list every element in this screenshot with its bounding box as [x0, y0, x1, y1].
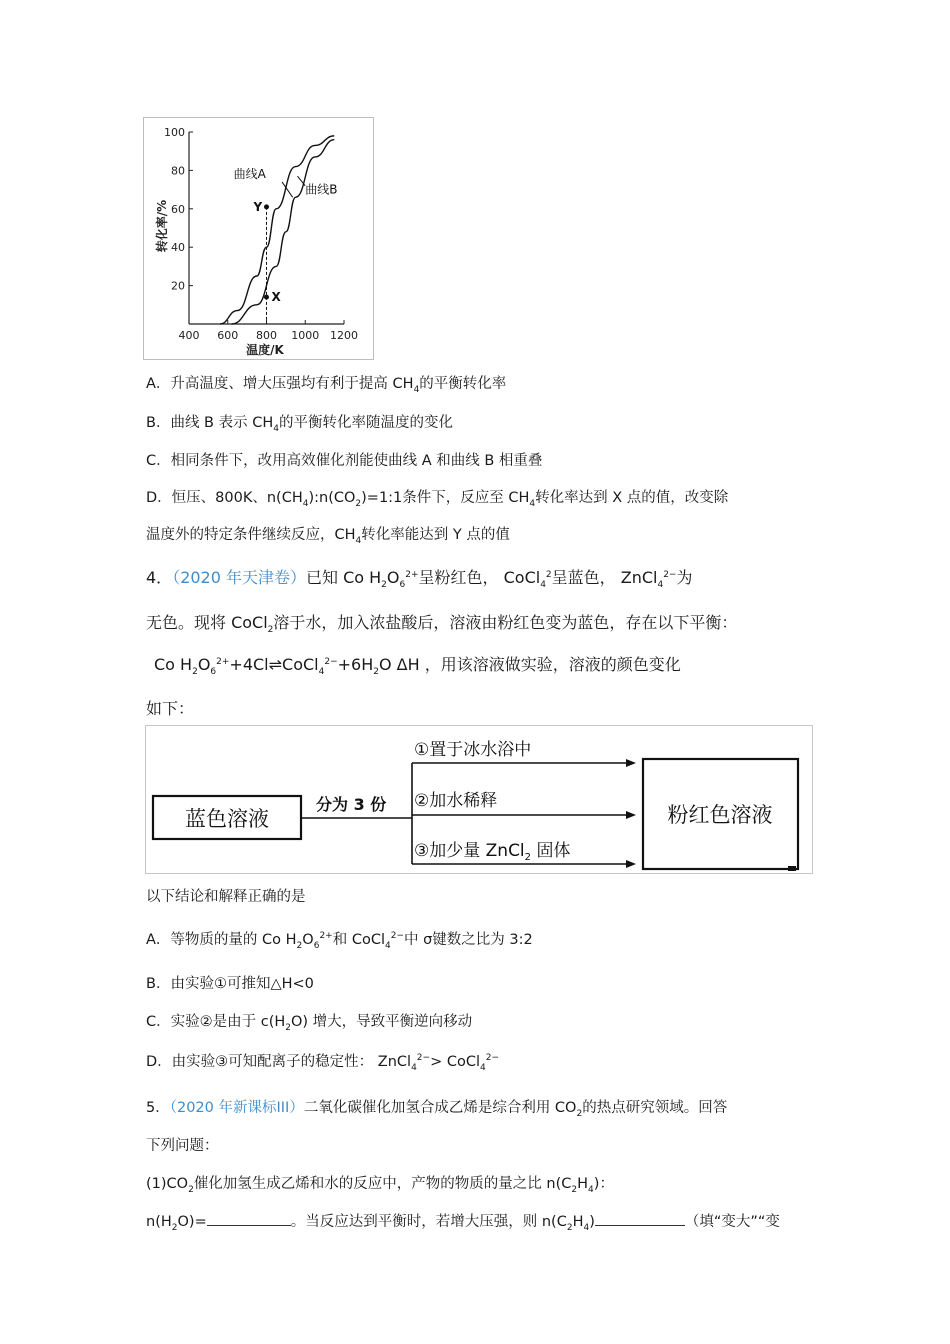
x-tick-label: 400 [178, 329, 200, 342]
q4-prompt-text: 以下结论和解释正确的是 [146, 889, 306, 905]
q3-d-text2: ):n(CO [308, 490, 356, 506]
q4-l4: 如下： [146, 699, 195, 718]
q4-l3-t2: O [197, 655, 211, 674]
q4-a-s3: 4 [384, 940, 391, 951]
q3-d2-text1: 温度外的特定条件继续反应，CH [146, 527, 356, 543]
x-tick-label: 1200 [330, 329, 358, 342]
q3-d2-sub: 4 [355, 535, 362, 546]
q4-a-s2: 6 [313, 940, 320, 951]
q4-l1-t3: 呈粉红色， CoCl [418, 568, 541, 587]
q3-a-text2: 的平衡转化率 [419, 376, 507, 392]
conversion-chart [143, 117, 374, 360]
q5-line2 [146, 1134, 219, 1155]
q4-l1-sup3: 2− [663, 569, 677, 580]
q4-a-t3: 和 CoCl [332, 932, 385, 948]
q5-l4-s2: 2 [566, 1222, 573, 1233]
q3-c-text: C．相同条件下，改用高效催化剂能使曲线 A 和曲线 B 相重叠 [146, 453, 543, 469]
q4-a-sup2: 2− [390, 931, 404, 942]
q3-a-text1: A．升高温度、增大压强均有利于提高 CH [146, 376, 414, 392]
q3-d-sub1: 4 [302, 498, 309, 509]
y-tick-label: 20 [171, 279, 185, 293]
q5-l3-t1: (1)CO [146, 1176, 189, 1192]
arrow-2-head-icon [626, 811, 636, 819]
step-3-sub: 2 [524, 852, 532, 863]
q3-option-b [146, 411, 453, 434]
q5-l4-t6: （填“变大”“变 [684, 1214, 780, 1230]
q4-l1-t1: 已知 Co H [306, 568, 382, 587]
arrow-1-head-icon [626, 759, 636, 767]
q5-l3-s2: 2 [571, 1184, 578, 1195]
q4-c-t1: C．实验②是由于 c(H [146, 1014, 286, 1030]
q4-l3-s3: 4 [318, 667, 325, 678]
q4-d-sup1: 2− [416, 1053, 431, 1064]
step-3-text2: 固体 [531, 841, 571, 861]
q4-line2 [146, 610, 737, 635]
q5-line4 [146, 1210, 780, 1233]
q5-source: （2020 年新课标III） [169, 1100, 304, 1116]
q3-option-c [146, 449, 542, 470]
y-tick-label: 80 [171, 164, 185, 178]
q5-number: 5． [146, 1100, 170, 1116]
q4-d-s2: 4 [480, 1062, 486, 1073]
q4-l3-s1: 2 [192, 667, 198, 678]
q3-d-text4: 转化率达到 X 点的值，改变除 [535, 490, 729, 506]
q3-option-a [146, 372, 506, 395]
q4-option-b [146, 972, 314, 993]
point-y [264, 204, 269, 209]
q4-l1-t2: O [386, 568, 400, 587]
q4-l1-s3: 4 [540, 580, 546, 591]
q5-l4-t3: 。当反应达到平衡时，若增大压强，则 n(C [290, 1214, 567, 1230]
q4-c-t2: O) 增大，导致平衡逆向移动 [291, 1014, 473, 1030]
q4-a-t4: 中 σ键数之比为 3:2 [404, 932, 533, 948]
q3-d-text1: D．恒压、800K、n(CH [146, 490, 303, 506]
q4-a-s1: 2 [296, 940, 303, 951]
q4-a-t1: A．等物质的量的 Co H [146, 932, 297, 948]
q4-l1-t5: 为 [676, 568, 693, 587]
flow-svg [146, 726, 812, 873]
q4-l3-sup2: 2− [324, 656, 338, 667]
q5-l4-s3: 4 [583, 1222, 590, 1233]
q4-l2-s1: 2 [267, 625, 274, 636]
y-tick-label: 60 [171, 202, 185, 216]
q4-l1-sup1: 2+ [405, 569, 419, 580]
q5-l3-s1: 2 [188, 1184, 194, 1195]
q5-line1 [146, 1096, 727, 1119]
q4-l2-t1: 无色。现将 CoCl [146, 613, 268, 632]
split-label: 分为 3 份 [316, 795, 387, 814]
chart-svg [144, 118, 373, 359]
q4-l3-t5: +6H [337, 655, 374, 674]
q4-l1-t4: 呈蓝色， ZnCl [551, 568, 658, 587]
q4-d-t1: D．由实验③可知配离子的稳定性： ZnCl [146, 1054, 412, 1070]
q4-line1 [146, 565, 693, 590]
q3-a-sub: 4 [413, 384, 420, 395]
y-tick-label: 100 [164, 126, 185, 139]
x-tick-label: 600 [217, 329, 239, 342]
q3-b-text2: 的平衡转化率随温度的变化 [278, 415, 453, 431]
q4-option-a [146, 928, 533, 951]
q4-l3-s2: 6 [210, 667, 217, 678]
q3-b-text1: B．曲线 B 表示 CH [146, 415, 274, 431]
q4-a-t2: O [302, 932, 314, 948]
q4-equilibrium-line [154, 652, 681, 677]
q5-l4-t5: ) [589, 1214, 595, 1230]
q5-l1-s1: 2 [576, 1108, 583, 1119]
q4-l1-s1: 2 [381, 580, 387, 591]
step-2-label: ②加水稀释 [414, 791, 498, 811]
q5-l4-t1: n(H [146, 1214, 172, 1230]
arrow-3-head-icon [626, 860, 636, 868]
equilibrium-arrow-icon: ⇌ [268, 655, 283, 674]
x-tick-label: 1000 [291, 329, 320, 342]
q5-l3-t3: H [577, 1176, 589, 1192]
experiment-flow-diagram [145, 725, 813, 874]
point-x-label: X [271, 290, 281, 305]
point-y-label: Y [253, 199, 263, 214]
q4-l2-t2: 溶于水，加入浓盐酸后，溶液由粉红色变为蓝色，存在以下平衡： [273, 613, 738, 632]
q4-d-s1: 4 [411, 1062, 417, 1073]
q5-l3-t4: )： [593, 1176, 614, 1192]
q5-l4-t2: O)= [177, 1214, 207, 1230]
q3-b-sub: 4 [273, 423, 279, 434]
point-x [264, 295, 269, 300]
q4-option-d [146, 1050, 499, 1073]
q3-d-sub2: 2 [355, 498, 362, 509]
curve-b-label: 曲线B [305, 182, 338, 197]
x-axis-label: 温度/K [246, 343, 284, 357]
q5-l3-s3: 4 [588, 1184, 594, 1195]
q5-l3-t2: 催化加氢生成乙烯和水的反应中，产物的物质的量之比 n(C [193, 1176, 572, 1192]
corner-mark [788, 866, 796, 871]
q4-line4 [146, 696, 194, 719]
q4-l3-sup1: 2+ [216, 656, 230, 667]
q3-option-d-line2 [146, 523, 510, 546]
q4-l3-t4: CoCl [282, 655, 319, 674]
q4-d-sup2: 2− [485, 1053, 500, 1064]
answer-blank-2[interactable] [595, 1213, 685, 1226]
q5-l4-t4: H [572, 1214, 584, 1230]
q3-option-d [146, 486, 728, 509]
x-tick-label: 800 [256, 329, 277, 342]
q4-l1-sup2: 2 [545, 569, 552, 580]
step-1-label: ①置于冰水浴中 [414, 740, 532, 760]
q3-d2-text2: 转化率能达到 Y 点的值 [361, 527, 510, 543]
step-3-label [414, 841, 570, 863]
q3-d-text3: )=1:1条件下，反应至 CH [361, 490, 530, 506]
q4-l3-s4: 2 [373, 667, 379, 678]
answer-blank-1[interactable] [207, 1213, 291, 1226]
q4-option-c [146, 1010, 472, 1033]
q4-c-s1: 2 [285, 1022, 291, 1033]
q5-l4-s1: 2 [171, 1222, 178, 1233]
q4-number: 4． [146, 568, 173, 587]
y-tick-label: 40 [171, 241, 185, 255]
q4-l1-s4: 4 [657, 580, 664, 591]
q5-line3 [146, 1172, 614, 1195]
q4-d-t2: > CoCl [430, 1054, 480, 1070]
q4-prompt [146, 885, 306, 906]
q4-b-text: B．由实验①可推知△H<0 [146, 976, 314, 992]
q5-l2: 下列问题： [146, 1138, 219, 1154]
start-label: 蓝色溶液 [185, 807, 269, 831]
q4-l3-t6: O ΔH ，用该溶液做实验，溶液的颜色变化 [378, 655, 681, 674]
y-axis-label: 转化率/% [155, 199, 169, 253]
q4-l1-s2: 6 [399, 580, 406, 591]
curve-a-label: 曲线A [233, 167, 266, 182]
step-3-text: ③加少量 ZnCl [414, 841, 525, 861]
q4-source: （2020 年天津卷） [172, 568, 306, 587]
q4-a-sup1: 2+ [319, 931, 333, 942]
q3-d-sub3: 4 [529, 498, 536, 509]
q5-l1-t2: 的热点研究领域。回答 [582, 1100, 728, 1116]
q4-l3-t3: +4Cl [229, 655, 269, 674]
end-label: 粉红色溶液 [667, 803, 773, 827]
q4-l3-t1: Co H [154, 655, 193, 674]
q5-l1-t1: 二氧化碳催化加氢合成乙烯是综合利用 CO [303, 1100, 577, 1116]
